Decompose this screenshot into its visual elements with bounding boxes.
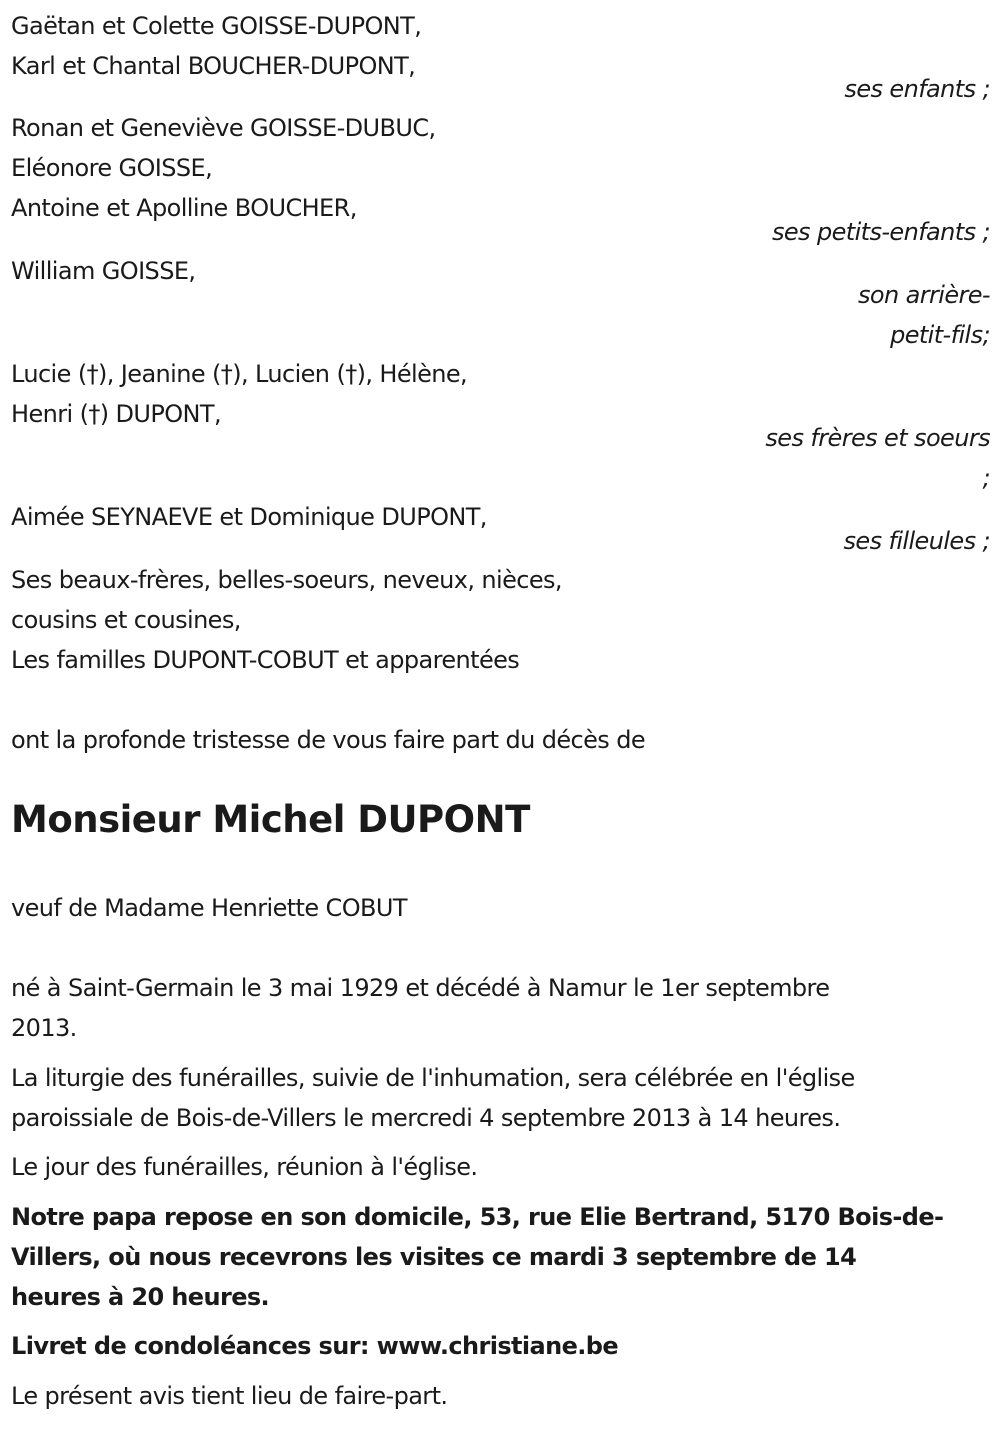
goddaughters-line: Aimée SEYNAEVE et Dominique DUPONT,	[11, 503, 487, 531]
children-line-1: Gaëtan et Colette GOISSE-DUPONT,	[11, 12, 422, 40]
liturgy-line-1: La liturgie des funérailles, suivie de l'inhumation, sera célébrée en l'église	[11, 1064, 855, 1092]
children-role: ses enfants ;	[844, 75, 990, 103]
grandchildren-line-2: Eléonore GOISSE,	[11, 154, 213, 182]
others-line-2: cousins et cousines,	[11, 606, 241, 634]
great-grandchild-line: William GOISSE,	[11, 257, 196, 285]
goddaughters-role: ses filleules ;	[843, 527, 990, 555]
siblings-role-1: ses frères et soeurs	[765, 424, 990, 452]
siblings-role-2: ;	[982, 464, 990, 492]
great-grandchild-role-1: son arrière-	[858, 281, 990, 309]
birth-death-line-2: 2013.	[11, 1014, 77, 1042]
children-line-2: Karl et Chantal BOUCHER-DUPONT,	[11, 52, 416, 80]
grandchildren-role: ses petits-enfants ;	[771, 218, 990, 246]
grandchildren-line-3: Antoine et Apolline BOUCHER,	[11, 194, 357, 222]
siblings-line-1: Lucie (†), Jeanine (†), Lucien (†), Hélène,	[11, 360, 468, 388]
grandchildren-line-1: Ronan et Geneviève GOISSE-DUBUC,	[11, 114, 436, 142]
liturgy-line-2: paroissiale de Bois-de-Villers le mercredi 4 septembre 2013 à 14 heures.	[11, 1104, 841, 1132]
birth-death-line-1: né à Saint-Germain le 3 mai 1929 et décédé à Namur le 1er septembre	[11, 974, 830, 1002]
visitation-line-1: Notre papa repose en son domicile, 53, rue Elie Bertrand, 5170 Bois-de-	[11, 1203, 944, 1231]
notice-text: Le présent avis tient lieu de faire-part.	[11, 1382, 448, 1410]
meeting-text: Le jour des funérailles, réunion à l'église.	[11, 1153, 478, 1181]
others-line-1: Ses beaux-frères, belles-soeurs, neveux, nièces,	[11, 566, 562, 594]
announcement-text: ont la profonde tristesse de vous faire part du décès de	[11, 726, 646, 754]
deceased-name: Monsieur Michel DUPONT	[11, 798, 530, 841]
condolences-link[interactable]: Livret de condoléances sur: www.christiane.be	[11, 1332, 619, 1360]
great-grandchild-role-2: petit-fils;	[890, 321, 990, 349]
others-line-3: Les familles DUPONT-COBUT et apparentées	[11, 646, 520, 674]
siblings-line-2: Henri (†) DUPONT,	[11, 400, 221, 428]
spouse-text: veuf de Madame Henriette COBUT	[11, 894, 407, 922]
visitation-line-3: heures à 20 heures.	[11, 1283, 270, 1311]
visitation-line-2: Villers, où nous recevrons les visites ce mardi 3 septembre de 14	[11, 1243, 857, 1271]
